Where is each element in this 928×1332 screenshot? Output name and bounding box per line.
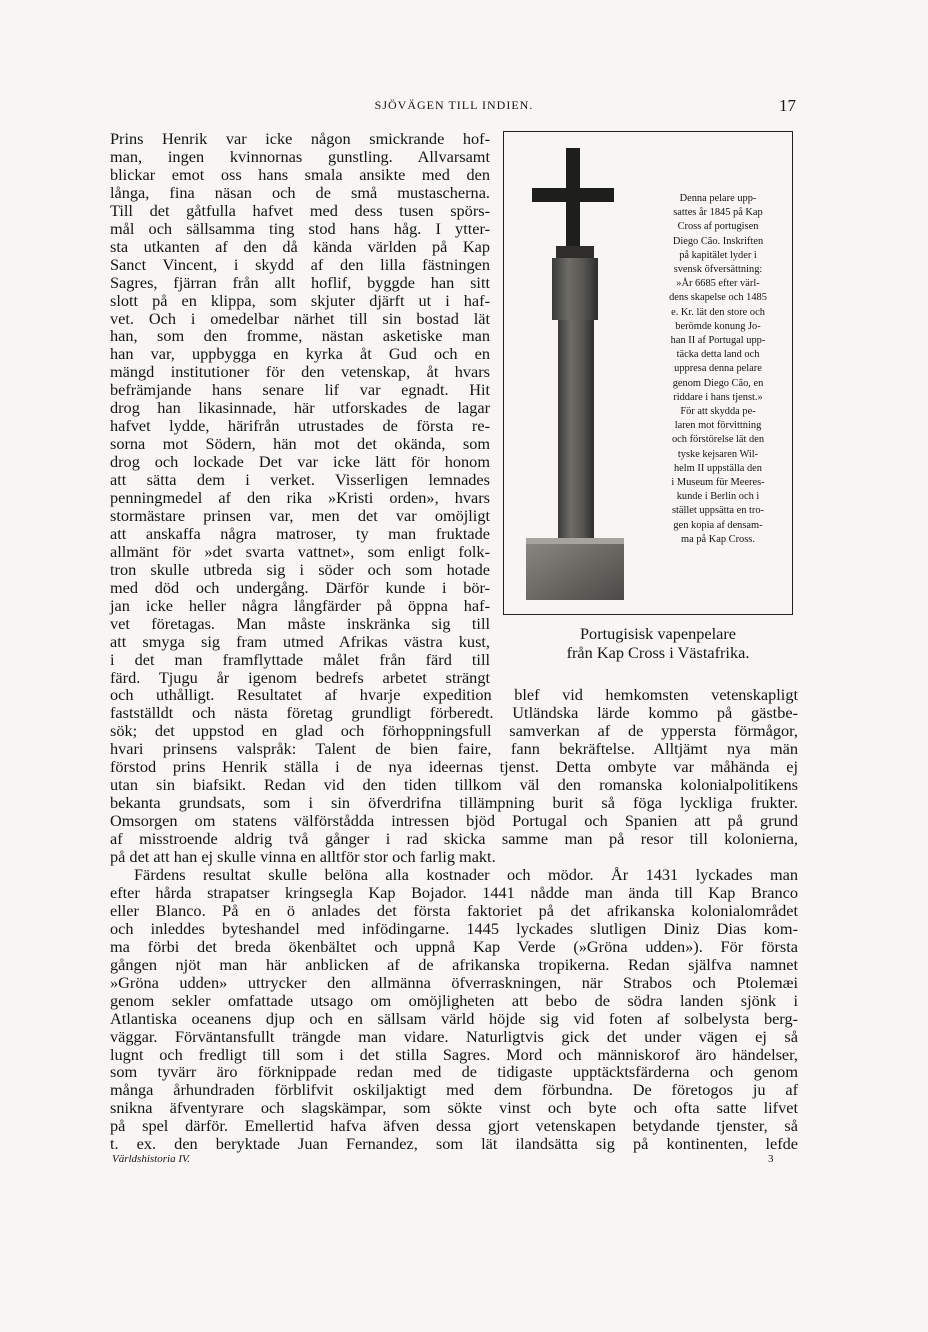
text-line: drog och lockade Det var icke lätt för honom [110, 452, 490, 472]
text-line: i det man framflyttade målet från färd till [110, 649, 490, 669]
text-line: Till det gåtfulla hafvet med dess tusen spörs- [110, 200, 490, 220]
inset-caption-line: helm II uppställa den [673, 462, 762, 474]
text-line: gången njöt man här anblicken af de afrikanska tropikerna. Redan själfva namnet [110, 954, 798, 974]
inset-caption-line: För att skydda pe- [680, 406, 756, 418]
text-line: med död och undergång. Därför kunde i bör- [110, 577, 490, 597]
text-line: blickar emot oss hans smala ansikte med den [110, 164, 490, 184]
body-text-full-2 [110, 866, 798, 1153]
text-line: drog han likasinnade, här utforskades de lagar [110, 398, 490, 418]
inset-caption-line: ma på Kap Cross. [681, 533, 755, 545]
footer-book-title: Världshistoria IV. [112, 1153, 191, 1165]
text-line: och uthålligt. Resultatet af hvarje expedition blef vid hemkomsten vetenskapligt [110, 685, 798, 704]
inset-caption-line: e. Kr. lät den store och [671, 306, 765, 318]
text-line: lugnt och fredligt till som i det stilla Sagres. Mord och människorof äro händelser, [110, 1044, 798, 1064]
inset-caption-line: stället uppsätta en tro- [671, 505, 765, 517]
text-line: Prins Henrik var icke någon smickrande hof- [110, 129, 490, 148]
text-line: ma förbi det breda ökenbältet och uppnå Kap Verde (»Gröna udden»). För första [110, 936, 798, 956]
figure-box [503, 131, 793, 615]
text-line: »Gröna udden» uttrycker den allmänna öfverraskningen, när Strabos och Ptolemæi [110, 972, 798, 992]
text-line: vet företagas. Man måste inskränka sig till [110, 613, 490, 633]
text-line: långa, fina näsan och de små mustascherna. [110, 182, 490, 202]
text-line: Färdens resultat skulle belöna alla kostnader och mödor. År 1431 lyckades man [134, 865, 798, 884]
text-line: att anskaffa några matroser, ty man fruktade [110, 523, 490, 543]
pillar-illustration [524, 146, 644, 604]
text-line: Sagres, fjärran från allt hoflif, byggde han sitt [110, 272, 490, 292]
inset-caption-line: han II af Portugal upp- [670, 335, 766, 347]
text-line: väggar. Förväntansfullt trängde man vidare. Naturligtvis gick det under vägen ej så [110, 1026, 798, 1046]
inset-caption-line: genom Diego Cão, en [672, 377, 764, 389]
inset-caption-line: uppresa denna pelare [674, 363, 762, 375]
text-line: på spel därför. Emellertid hafva äfven dessa gjort vetenskapen betydande tjenster, så [110, 1116, 798, 1136]
text-line: allmänt för »det svarta vattnet», som enligt folk- [110, 541, 490, 561]
inset-caption-line: svensk öfversättning: [673, 264, 763, 276]
text-line: på det att han ej skulle vinna en alltför stor och farlig makt. [110, 846, 496, 866]
inset-caption-line: på kapitälet lyder i [679, 249, 757, 261]
inset-caption [652, 192, 784, 547]
text-line: han var, uppbygga en kyrka åt Gud och en [110, 344, 490, 364]
text-line: som tyvärr äro förknippade redan med de tidigaste upptäcktsfärderna och genom [110, 1062, 798, 1082]
figure-caption [503, 624, 813, 662]
inset-caption-line: »År 6685 efter värl- [676, 278, 760, 290]
inset-caption-line: i Museum für Meeres- [671, 477, 765, 489]
text-line: stormästare prinsen var, men det var omöjligt [110, 506, 490, 526]
footer-signature-number: 3 [768, 1153, 774, 1165]
text-line: efter hårda strapatser kringsegla Kap Bojador. 1441 nådde man ända till Kap Branco [110, 882, 798, 902]
body-text-column [110, 130, 490, 687]
inset-caption-line: kunde i Berlin och i [676, 491, 760, 503]
text-line: och inleddes byteshandel med infödingarne. 1445 lyckades slutligen Diniz Dias kom- [110, 918, 798, 938]
text-line: många århundraden förblifvit oskiljaktigt med dem förbundna. De företogos ju af [110, 1080, 798, 1100]
inset-caption-line: Diego Cão. Inskriften [672, 235, 764, 247]
inset-caption-line: laren mot förvittning [674, 420, 762, 432]
text-line: förstod prins Henrik ställa i de nya ideernas tjenst. Detta ombyte var måhända ej [110, 756, 798, 776]
text-line: jan icke heller några långfärder på öppna haf- [110, 595, 490, 615]
inset-caption-line: dens skapelse och 1485 [669, 292, 767, 304]
text-line: snikna äfventyrare och slagskämpar, som sökte vinst och byte och ofta satte lifvet [110, 1098, 798, 1118]
text-line: genom sekler omfattade utsago om omöjligheten att bebo de södra landen sjönk i [110, 990, 798, 1010]
inset-caption-line: Cross af portugisen [677, 221, 759, 233]
text-line: befrämjande hans senare lif var egnadt. Hit [110, 380, 490, 400]
text-line: hvari prinsens valspråk: Talent de bien faire, fann bekräftelse. Alltjämt nya män [110, 738, 798, 758]
text-line: hafvet lydde, härifrån utrustades de första re- [110, 416, 490, 436]
text-line: vet. Och i omedelbar närhet till sin bostad lät [110, 308, 490, 328]
figure-caption-line1: Portugisisk vapenpelare [580, 624, 736, 643]
text-line: Sanct Vincent, i skydd af den lilla fästningen [110, 254, 490, 274]
running-head: SJÖVÄGEN TILL INDIEN. [374, 98, 534, 112]
text-line: sorna mot Södern, hän mot det okända, som [110, 434, 490, 454]
text-line: Omsorgen om statens välförstådda intressen bjöd Portugal och Spanien att på grund [110, 810, 798, 830]
text-line: eller Blanco. På en ö anlades det första faktoriet på det afrikanska kolonialområdet [110, 900, 798, 920]
text-line: slott på en klippa, som skjuter djärft ut i haf- [110, 290, 490, 310]
text-line: färd. Tjugu år igenom bedrefs arbetet strängt [110, 667, 490, 687]
text-line: att sätta dem i verket. Visserligen lemnades [110, 470, 490, 490]
text-line: utan sin biafsikt. Redan vid den tiden tillkom väl den romanska kolonialpolitikens [110, 774, 798, 794]
text-line: sta utkanten af den då kända världen på Kap [110, 236, 490, 256]
text-line: mål och sällsamma ting stod hans håg. I ytter- [110, 218, 490, 238]
text-line: man, ingen kvinnornas gunstling. Allvarsamt [110, 146, 490, 166]
inset-caption-line: sattes år 1845 på Kap [673, 207, 763, 219]
figure-caption-line2: från Kap Cross i Västafrika. [566, 643, 750, 662]
text-line: sök; det uppstod en glad och förhoppningsfull samverkan af de yppersta förmågor, [110, 720, 798, 740]
text-line: att smyga sig fram utmed Afrikas västra kust, [110, 631, 490, 651]
text-line: bekanta grundsats, som i sin öfverdrifna tillämpning burit så föga lyckliga frukter. [110, 792, 798, 812]
inset-caption-line: täcka detta land och [676, 349, 760, 361]
inset-caption-line: berömde konung Jo- [675, 320, 761, 332]
page-number: 17 [779, 96, 796, 115]
inset-caption-line: riddare i hans tjenst.» [673, 391, 763, 403]
text-line: mängd institutioner för den vetenskap, åt hvars [110, 362, 490, 382]
inset-caption-line: tyske kejsaren Wil- [677, 448, 759, 460]
body-text-full-1 [110, 686, 798, 866]
text-line: penningmedel af den rika »Kristi orden», hvars [110, 488, 490, 508]
text-line: t. ex. den beryktade Juan Fernandez, som lät ilandsätta sig på kontinenten, lefde [110, 1134, 798, 1154]
text-line: af misstroende aldrig två gånger i rad skicka samme man på resor till kolonierna, [110, 828, 798, 848]
text-line: han, som den fromme, nästan asketiske man [110, 326, 490, 346]
inset-caption-line: Denna pelare upp- [679, 193, 757, 204]
inset-caption-line: gen kopia af densam- [673, 519, 763, 531]
text-line: Atlantiska oceanens djup och en sällsam värld höjde sig vid foten af solbelysta berg- [110, 1008, 798, 1028]
text-line: fastställdt och nästa företag grundligt förberedt. Utländska lärde kommo på gästbe- [110, 702, 798, 722]
inset-caption-line: och förstörelse lät den [671, 434, 765, 446]
text-line: tron skulle utbreda sig i söder och som hotade [110, 559, 490, 579]
